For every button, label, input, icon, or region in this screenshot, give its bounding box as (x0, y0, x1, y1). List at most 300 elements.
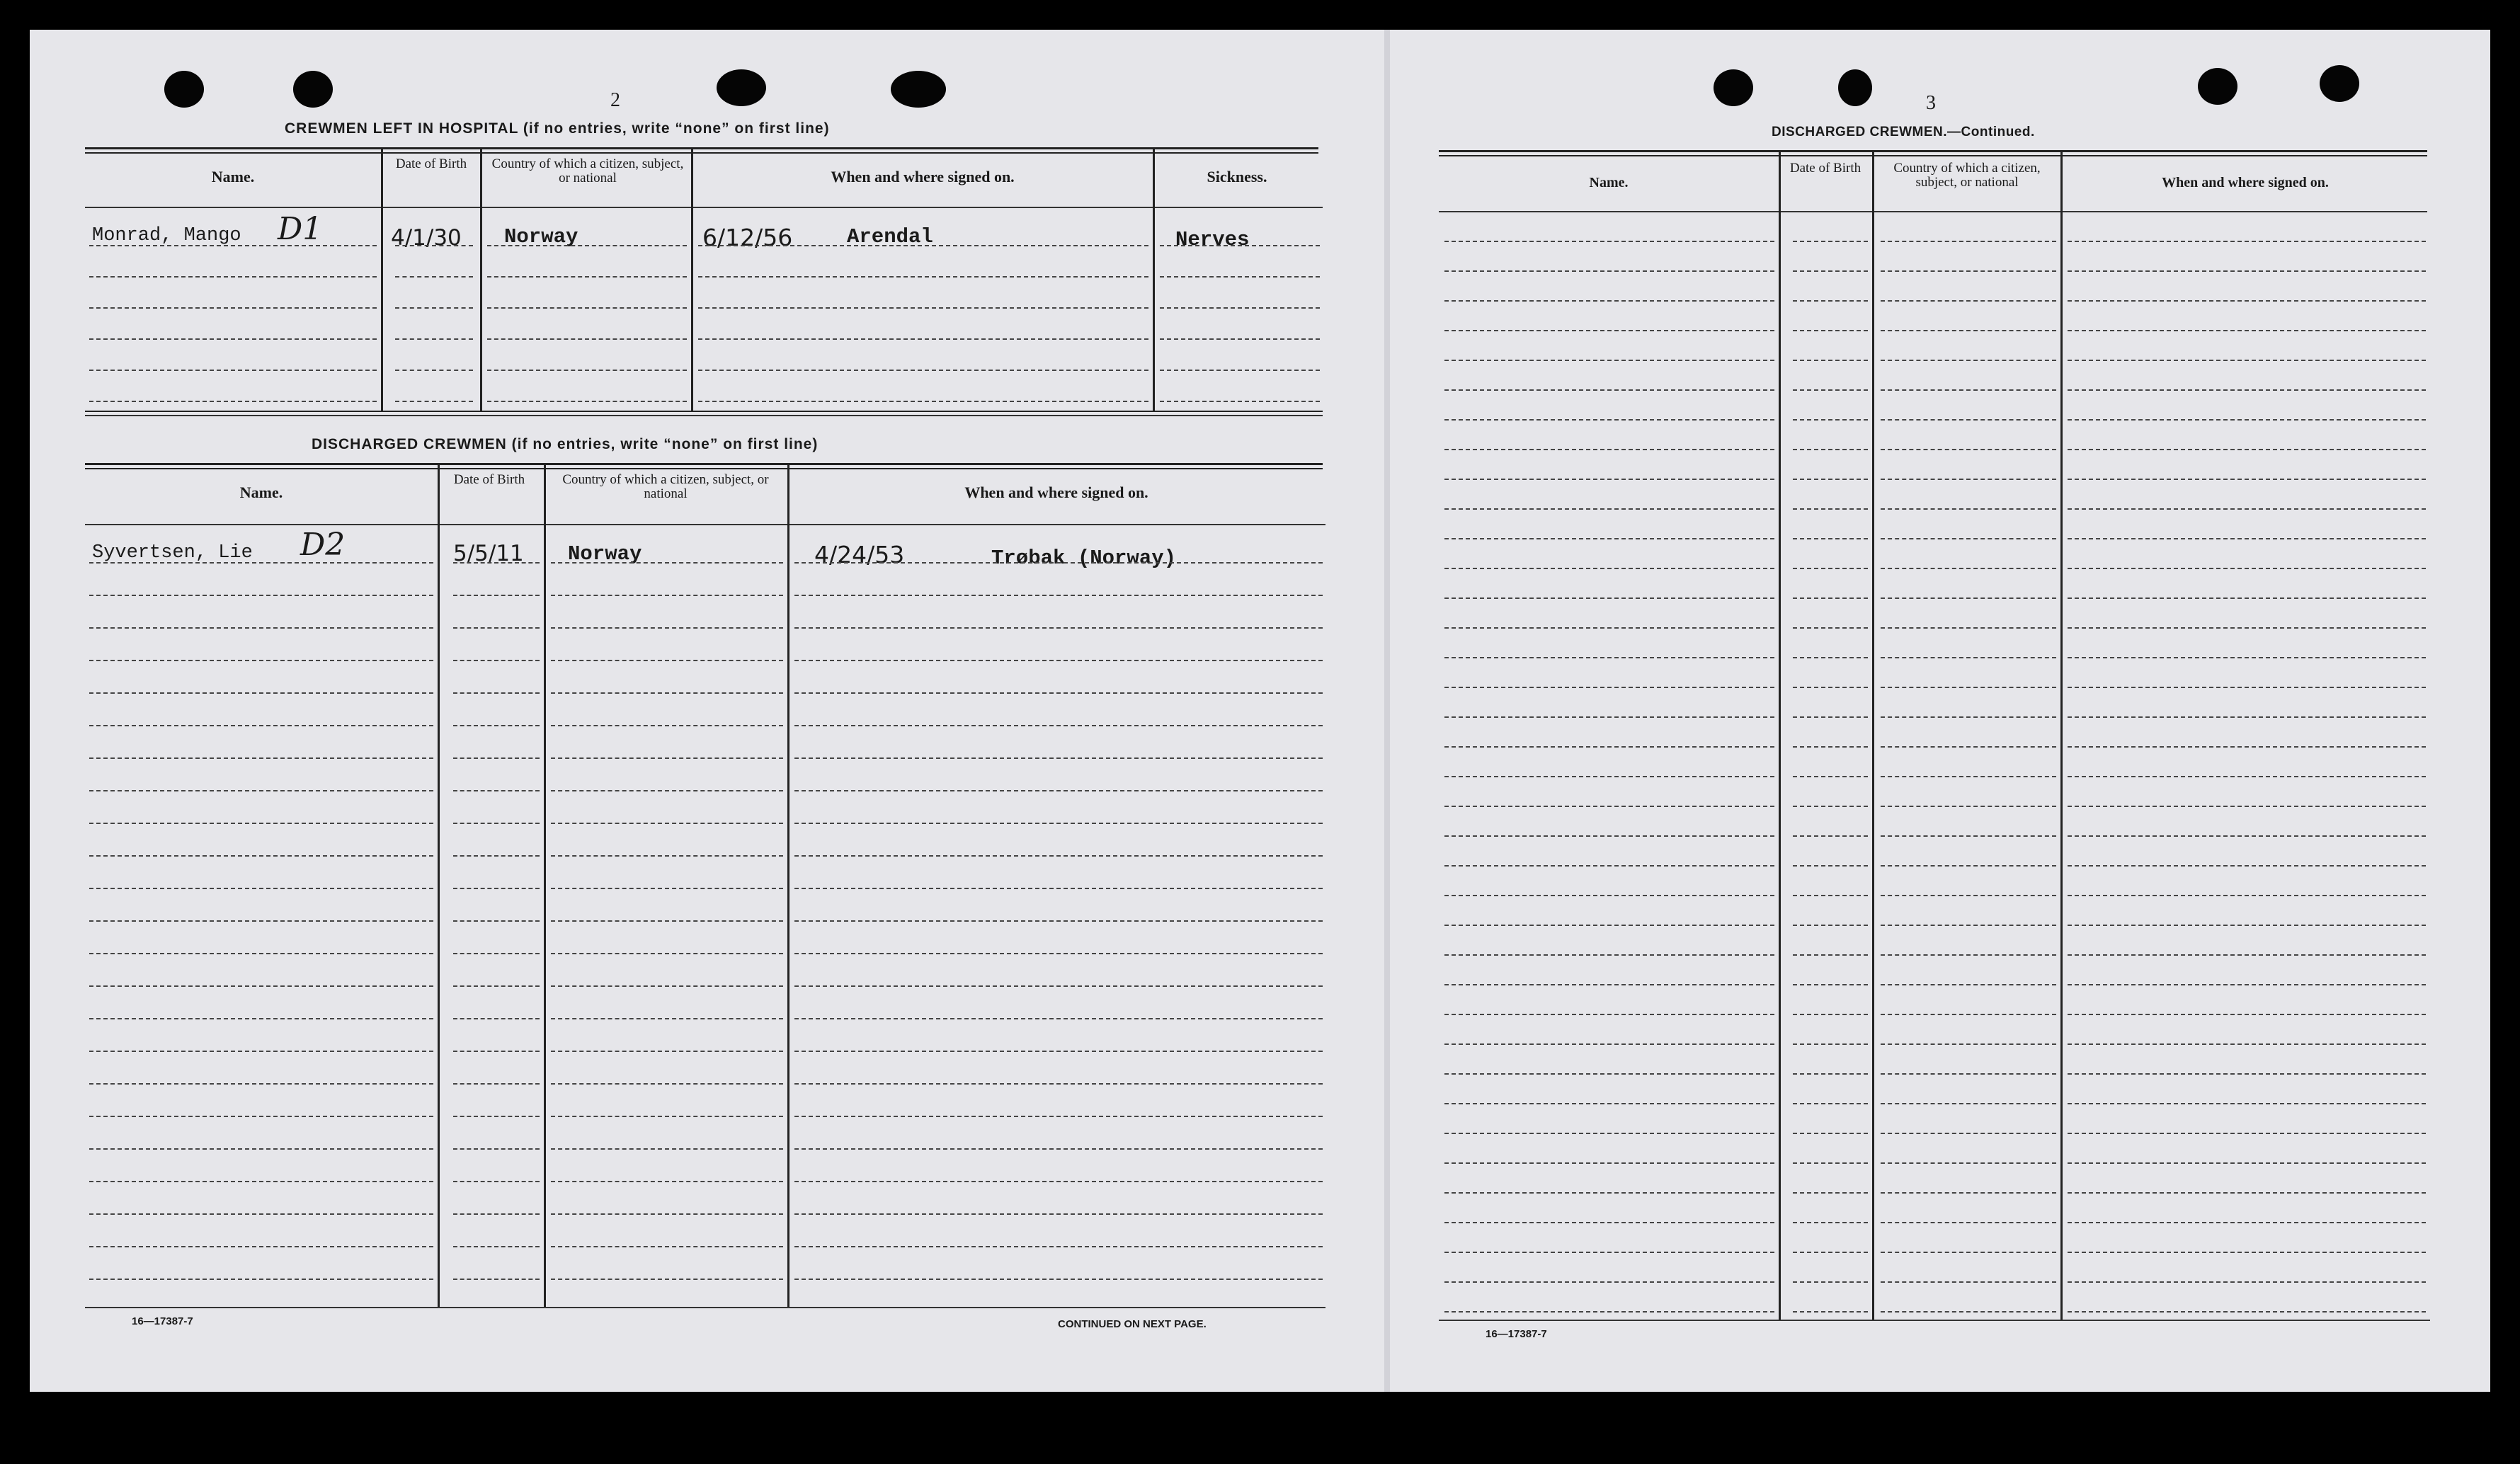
row-rule (794, 888, 1323, 889)
row-rule (794, 855, 1323, 857)
divider (85, 147, 1318, 149)
row-rule (1793, 657, 1868, 658)
row-rule (2068, 954, 2426, 956)
discharged-row-dob: 5/5/11 (453, 541, 524, 566)
divider (85, 524, 1325, 525)
column-rule (1153, 149, 1155, 412)
row-rule (1444, 835, 1774, 837)
row-rule (1793, 1073, 1868, 1075)
row-rule (2068, 419, 2426, 421)
column-rule (438, 464, 440, 1308)
row-rule (487, 245, 687, 246)
row-rule (2068, 389, 2426, 391)
row-rule (1793, 1103, 1868, 1104)
row-rule (453, 627, 540, 629)
row-rule (794, 1051, 1323, 1052)
row-rule (551, 1246, 783, 1247)
col-header-country: Country of which a citizen, subject, or national (562, 472, 769, 501)
row-rule (1793, 806, 1868, 807)
divider (85, 468, 1323, 469)
row-rule (794, 1116, 1323, 1117)
row-rule (1881, 1252, 2056, 1253)
row-rule (551, 1083, 783, 1085)
row-rule (89, 790, 433, 791)
row-rule (1881, 568, 2056, 569)
row-rule (89, 1083, 433, 1085)
row-rule (794, 627, 1323, 629)
row-rule (551, 660, 783, 661)
row-rule (453, 1246, 540, 1247)
row-rule (1881, 925, 2056, 926)
row-rule (1444, 627, 1774, 629)
row-rule (1444, 1073, 1774, 1075)
row-rule (1793, 508, 1868, 510)
row-rule (551, 1213, 783, 1215)
page-number: 2 (610, 89, 620, 111)
row-rule (551, 1148, 783, 1150)
row-rule (698, 370, 1148, 371)
col-header-name: Name. (1589, 175, 1629, 190)
row-rule (453, 1116, 540, 1117)
row-rule (1444, 270, 1774, 272)
row-rule (1793, 984, 1868, 985)
row-rule (453, 692, 540, 694)
row-rule (794, 1181, 1323, 1182)
row-rule (1793, 627, 1868, 629)
row-rule (1881, 300, 2056, 302)
row-rule (1444, 954, 1774, 956)
row-rule (453, 1181, 540, 1182)
row-rule (89, 1181, 433, 1182)
divider (85, 152, 1318, 154)
row-rule (1793, 241, 1868, 242)
col-header-signed-on: When and where signed on. (2162, 175, 2329, 190)
row-rule (89, 725, 433, 726)
row-rule (453, 1018, 540, 1019)
row-rule (487, 276, 687, 278)
row-rule (1881, 1192, 2056, 1194)
row-rule (2068, 657, 2426, 658)
row-rule (1444, 984, 1774, 985)
divider (85, 415, 1323, 416)
row-rule (1444, 746, 1774, 748)
page-number: 3 (1926, 92, 1936, 114)
row-rule (1444, 895, 1774, 896)
row-rule (487, 307, 687, 309)
row-rule (1160, 338, 1320, 340)
row-rule (2068, 806, 2426, 807)
row-rule (1793, 865, 1868, 867)
page-fold (1384, 30, 1390, 1392)
col-header-dob: Date of Birth (395, 156, 467, 171)
row-rule (1881, 954, 2056, 956)
row-rule (551, 1181, 783, 1182)
row-rule (551, 888, 783, 889)
row-rule (698, 307, 1148, 309)
row-rule (2068, 1133, 2426, 1134)
row-rule (1881, 895, 2056, 896)
punch-hole (164, 71, 204, 108)
row-rule (1444, 806, 1774, 807)
row-rule (698, 401, 1148, 402)
col-header-sickness: Sickness. (1207, 168, 1267, 185)
row-rule (2068, 746, 2426, 748)
row-rule (1793, 270, 1868, 272)
row-rule (551, 725, 783, 726)
row-rule (89, 1148, 433, 1150)
row-rule (794, 595, 1323, 596)
hospital-row-sickness: Nerves (1175, 228, 1250, 251)
hospital-row-country: Norway (504, 225, 578, 248)
row-rule (1793, 1162, 1868, 1164)
row-rule (794, 1148, 1323, 1150)
row-rule (1444, 1133, 1774, 1134)
row-rule (1881, 1281, 2056, 1283)
row-rule (1444, 1103, 1774, 1104)
row-rule (1444, 241, 1774, 242)
divider (85, 411, 1323, 412)
row-rule (1881, 360, 2056, 361)
row-rule (1881, 806, 2056, 807)
row-rule (1793, 1222, 1868, 1223)
row-rule (2068, 330, 2426, 331)
hospital-row-dob: 4/1/30 (391, 225, 462, 251)
column-rule (1872, 151, 1874, 1321)
row-rule (698, 276, 1148, 278)
row-rule (89, 1116, 433, 1117)
row-rule (1160, 307, 1320, 309)
row-rule (395, 338, 473, 340)
row-rule (1444, 716, 1774, 718)
row-rule (1444, 1192, 1774, 1194)
col-header-name: Name. (239, 484, 283, 501)
row-rule (1444, 1014, 1774, 1015)
row-rule (1881, 419, 2056, 421)
row-rule (2068, 627, 2426, 629)
row-rule (2068, 1281, 2426, 1283)
row-rule (1444, 1311, 1774, 1313)
row-rule (1881, 389, 2056, 391)
punch-hole (891, 71, 946, 108)
row-rule (1444, 925, 1774, 926)
row-rule (453, 595, 540, 596)
row-rule (453, 1083, 540, 1085)
row-rule (453, 790, 540, 791)
row-rule (698, 338, 1148, 340)
row-rule (1793, 1281, 1868, 1283)
row-rule (89, 1018, 433, 1019)
row-rule (1881, 270, 2056, 272)
divider (1439, 211, 2427, 212)
row-rule (1793, 300, 1868, 302)
divider (1439, 1320, 2430, 1321)
punch-hole (1838, 69, 1872, 106)
row-rule (794, 1083, 1323, 1085)
row-rule (89, 692, 433, 694)
row-rule (2068, 597, 2426, 599)
row-rule (487, 338, 687, 340)
row-rule (89, 1213, 433, 1215)
divider (85, 1307, 1325, 1308)
row-rule (794, 757, 1323, 759)
row-rule (551, 855, 783, 857)
row-rule (1793, 538, 1868, 539)
row-rule (2068, 270, 2426, 272)
row-rule (1793, 1043, 1868, 1045)
row-rule (794, 1213, 1323, 1215)
row-rule (1444, 389, 1774, 391)
row-rule (89, 627, 433, 629)
row-rule (551, 1279, 783, 1280)
row-rule (1793, 1192, 1868, 1194)
row-rule (1881, 330, 2056, 331)
row-rule (1793, 597, 1868, 599)
row-rule (1881, 1222, 2056, 1223)
row-rule (2068, 716, 2426, 718)
col-header-dob: Date of Birth (453, 472, 525, 487)
row-rule (794, 985, 1323, 987)
row-rule (1160, 370, 1320, 371)
row-rule (89, 888, 433, 889)
row-rule (2068, 508, 2426, 510)
row-rule (453, 562, 540, 564)
row-rule (551, 562, 783, 564)
row-rule (89, 307, 377, 309)
row-rule (89, 920, 433, 922)
row-rule (89, 401, 377, 402)
row-rule (2068, 687, 2426, 688)
punch-hole (1714, 69, 1753, 106)
row-rule (1444, 568, 1774, 569)
row-rule (551, 757, 783, 759)
row-rule (1793, 687, 1868, 688)
row-rule (1444, 776, 1774, 777)
row-rule (1881, 538, 2056, 539)
row-rule (1881, 1162, 2056, 1164)
row-rule (89, 1246, 433, 1247)
row-rule (1881, 746, 2056, 748)
row-rule (1444, 330, 1774, 331)
row-rule (89, 245, 377, 246)
row-rule (1444, 1252, 1774, 1253)
col-header-dob: Date of Birth (1789, 161, 1862, 176)
row-rule (2068, 568, 2426, 569)
row-rule (551, 1018, 783, 1019)
discharged-row-name: Syvertsen, Lie (92, 542, 253, 564)
punch-hole (2320, 65, 2359, 102)
column-rule (2060, 151, 2063, 1321)
row-rule (794, 920, 1323, 922)
row-rule (794, 660, 1323, 661)
row-rule (453, 953, 540, 954)
row-rule (1793, 389, 1868, 391)
row-rule (1793, 835, 1868, 837)
divider (85, 463, 1323, 465)
row-rule (1881, 716, 2056, 718)
row-rule (1881, 776, 2056, 777)
row-rule (794, 823, 1323, 824)
form-number: 16—17387-7 (1486, 1328, 1547, 1340)
col-header-signed-on: When and where signed on. (831, 168, 1015, 185)
row-rule (1881, 1073, 2056, 1075)
hospital-row-signed-place: Arendal (847, 225, 933, 248)
row-rule (89, 823, 433, 824)
row-rule (551, 790, 783, 791)
row-rule (2068, 895, 2426, 896)
row-rule (2068, 835, 2426, 837)
row-rule (2068, 479, 2426, 480)
hospital-row-name: Monrad, Mango (92, 225, 241, 246)
row-rule (2068, 538, 2426, 539)
row-rule (2068, 1073, 2426, 1075)
row-rule (1444, 687, 1774, 688)
row-rule (453, 1279, 540, 1280)
row-rule (2068, 300, 2426, 302)
row-rule (2068, 1043, 2426, 1045)
row-rule (794, 1018, 1323, 1019)
row-rule (2068, 984, 2426, 985)
row-rule (1793, 1014, 1868, 1015)
row-rule (453, 855, 540, 857)
row-rule (1793, 1252, 1868, 1253)
row-rule (487, 401, 687, 402)
row-rule (453, 920, 540, 922)
row-rule (1444, 419, 1774, 421)
row-rule (2068, 865, 2426, 867)
right-section-title: DISCHARGED CREWMEN.—Continued. (1772, 125, 2035, 139)
discharged-section-title: DISCHARGED CREWMEN (if no entries, write “none” on first line) (312, 436, 819, 452)
row-rule (2068, 1311, 2426, 1313)
row-rule (1793, 746, 1868, 748)
row-rule (1444, 1043, 1774, 1045)
row-rule (1881, 657, 2056, 658)
row-rule (1160, 245, 1320, 246)
punch-hole (2198, 68, 2237, 105)
row-rule (89, 338, 377, 340)
column-rule (544, 464, 546, 1308)
column-rule (691, 149, 693, 412)
row-rule (1444, 1222, 1774, 1223)
row-rule (453, 1148, 540, 1150)
row-rule (551, 692, 783, 694)
row-rule (2068, 449, 2426, 450)
row-rule (1793, 419, 1868, 421)
row-rule (1881, 1014, 2056, 1015)
row-rule (89, 595, 433, 596)
row-rule (1160, 401, 1320, 402)
row-rule (1793, 568, 1868, 569)
row-rule (551, 985, 783, 987)
row-rule (1881, 687, 2056, 688)
row-rule (1793, 1311, 1868, 1313)
row-rule (453, 1213, 540, 1215)
row-rule (89, 985, 433, 987)
row-rule (1793, 1133, 1868, 1134)
row-rule (453, 888, 540, 889)
row-rule (1444, 508, 1774, 510)
column-rule (1779, 151, 1781, 1321)
column-rule (381, 149, 383, 412)
row-rule (2068, 925, 2426, 926)
row-rule (2068, 776, 2426, 777)
row-rule (1444, 300, 1774, 302)
hospital-section-title: CREWMEN LEFT IN HOSPITAL (if no entries, write “none” on first line) (285, 120, 830, 137)
discharged-row-signed-date: 4/24/53 (814, 541, 905, 568)
row-rule (1793, 954, 1868, 956)
row-rule (89, 660, 433, 661)
row-rule (1793, 925, 1868, 926)
row-rule (2068, 1014, 2426, 1015)
divider (1439, 150, 2427, 152)
row-rule (698, 245, 1148, 246)
row-rule (1160, 276, 1320, 278)
row-rule (551, 1051, 783, 1052)
row-rule (1881, 984, 2056, 985)
row-rule (453, 823, 540, 824)
row-rule (1881, 449, 2056, 450)
punch-hole (717, 69, 766, 106)
row-rule (89, 370, 377, 371)
row-rule (453, 660, 540, 661)
row-rule (1793, 479, 1868, 480)
row-rule (2068, 1103, 2426, 1104)
row-rule (89, 562, 433, 564)
row-rule (1881, 1103, 2056, 1104)
row-rule (1444, 657, 1774, 658)
row-rule (89, 855, 433, 857)
row-rule (551, 823, 783, 824)
discharged-row-signed-place: Trøbak (Norway) (991, 547, 1177, 570)
col-header-country: Country of which a citizen, subject, or national (1893, 161, 2041, 190)
continued-note: CONTINUED ON NEXT PAGE. (1058, 1318, 1207, 1330)
row-rule (551, 627, 783, 629)
row-rule (1444, 538, 1774, 539)
divider (85, 207, 1323, 208)
row-rule (2068, 360, 2426, 361)
row-rule (89, 276, 377, 278)
column-rule (480, 149, 482, 412)
row-rule (794, 692, 1323, 694)
row-rule (551, 1116, 783, 1117)
row-rule (395, 370, 473, 371)
row-rule (395, 307, 473, 309)
row-rule (1793, 330, 1868, 331)
row-rule (2068, 1162, 2426, 1164)
row-rule (794, 953, 1323, 954)
row-rule (1444, 479, 1774, 480)
row-rule (1444, 597, 1774, 599)
row-rule (1881, 627, 2056, 629)
row-rule (395, 276, 473, 278)
row-rule (2068, 1252, 2426, 1253)
row-rule (551, 953, 783, 954)
column-rule (787, 464, 789, 1308)
discharged-row-country: Norway (568, 542, 642, 566)
row-rule (1793, 716, 1868, 718)
row-rule (1881, 479, 2056, 480)
row-rule (89, 757, 433, 759)
col-header-name: Name. (211, 168, 255, 185)
row-rule (2068, 1192, 2426, 1194)
row-rule (794, 725, 1323, 726)
form-number: 16—17387-7 (132, 1315, 193, 1327)
row-rule (1793, 895, 1868, 896)
row-rule (1444, 360, 1774, 361)
row-rule (1793, 776, 1868, 777)
punch-hole (293, 71, 333, 108)
row-rule (1881, 241, 2056, 242)
row-rule (1881, 597, 2056, 599)
